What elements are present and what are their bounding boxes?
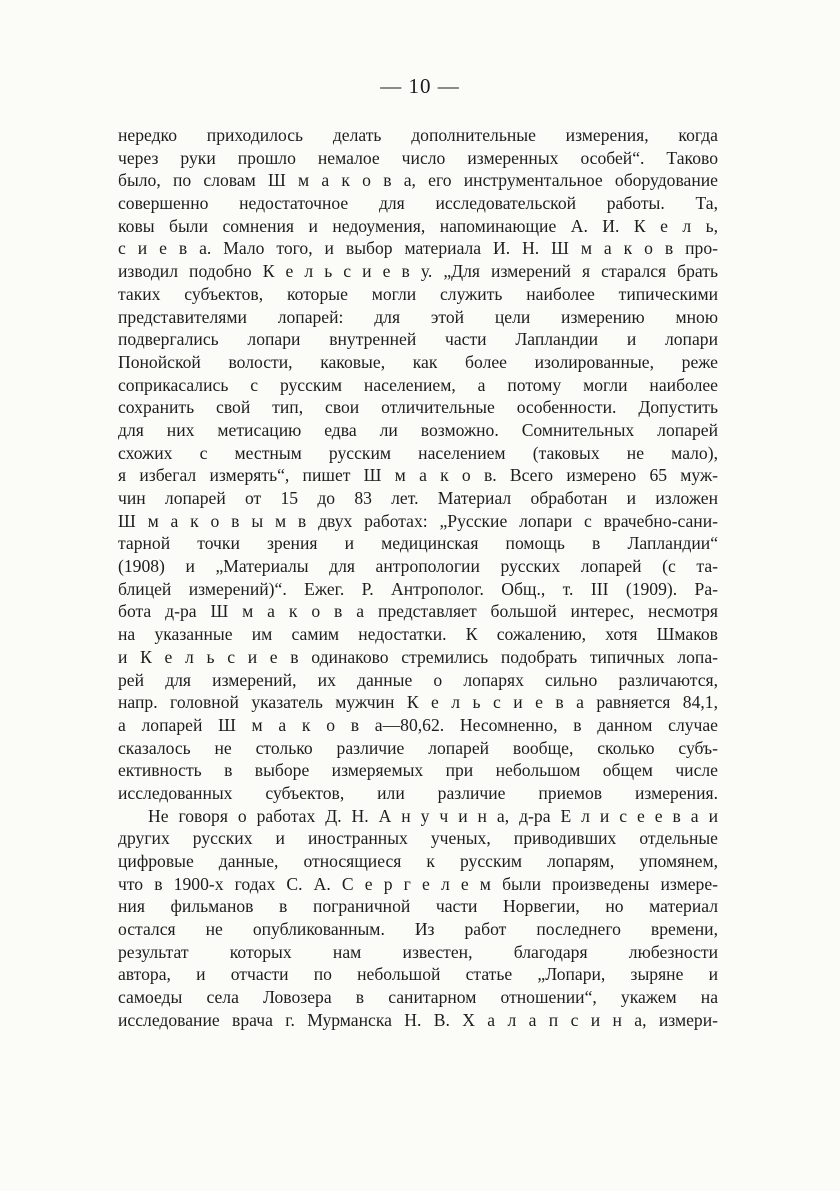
page-number: — 10 — xyxy=(380,74,460,98)
text-line: напр. головной указатель мужчин К е л ь с и е в а равняется 84,1, xyxy=(118,692,718,713)
text-line: ния фильманов в пограничной части Норвегии, но материал xyxy=(118,896,718,917)
paragraph-1 xyxy=(118,124,718,805)
text-line: подвергались лопари внутренней части Лапландии и лопари xyxy=(118,329,718,350)
body-text xyxy=(118,124,718,1032)
text-line: я избегал измерять“, пишет Ш м а к о в. Всего измерено 65 муж- xyxy=(118,465,718,486)
text-line: совершенно недостаточное для исследовательской работы. Та, xyxy=(118,193,718,214)
text-line: чин лопарей от 15 до 83 лет. Материал обработан и изложен xyxy=(118,488,718,508)
text-line: исследованных субъектов, или различие приемов измерения. xyxy=(118,782,718,803)
text-line: цифровые данные, относящиеся к русским лопарям, упомянем, xyxy=(118,851,718,871)
text-line: самоеды села Ловозера в санитарном отношении“, укажем на xyxy=(118,987,718,1008)
text-line: ективность в выборе измеряемых при небольшом общем числе xyxy=(118,760,718,781)
text-line: (1908) и „Материалы для антропологии русских лопарей (с та- xyxy=(118,556,718,577)
text-line: на указанные им самим недостатки. К сожалению, хотя Шмаков xyxy=(118,624,718,645)
text-line: схожих с местным русским населением (таковых не мало), xyxy=(118,442,718,463)
text-line: сохранить свой тип, свои отличительные особенности. Допустить xyxy=(118,397,718,418)
text-line: и К е л ь с и е в одинаково стремились подобрать типичных лопа- xyxy=(118,646,718,667)
text-line: автора, и отчасти по небольшой статье „Лопари, зыряне и xyxy=(118,964,718,985)
text-line: изводил подобно К е л ь с и е в у. „Для измерений я старался брать xyxy=(118,261,718,282)
text-line: с и е в а. Мало того, и выбор материала И. Н. Ш м а к о в про- xyxy=(118,238,718,259)
text-line: нередко приходилось делать дополнительные измерения, когда xyxy=(118,125,718,145)
text-line: таких субъектов, которые могли служить наиболее типическими xyxy=(118,283,718,304)
text-line: других русских и иностранных ученых, приводивших отдельные xyxy=(118,828,718,849)
text-line: исследование врача г. Мурманска Н. В. Х а л а п с и н а, измери- xyxy=(118,1009,718,1030)
text-line: рей для измерений, их данные о лопарях сильно различаются, xyxy=(118,669,718,690)
text-line: соприкасались с русским населением, а потому могли наиболее xyxy=(118,374,718,395)
text-line: Ш м а к о в ы м в двух работах: „Русские лопари с врачебно-сани- xyxy=(118,510,718,531)
text-line: ковы были сомнения и недоумения, напоминающие А. И. К е л ь, xyxy=(118,215,718,236)
text-line: а лопарей Ш м а к о в а—80,62. Несомненно, в данном случае xyxy=(118,714,718,735)
text-line: для них метисацию едва ли возможно. Сомнительных лопарей xyxy=(118,419,718,440)
text-line: что в 1900-х годах С. А. С е р г е л е м были произведены измере- xyxy=(118,873,718,894)
text-line: Не говоря о работах Д. Н. А н у ч и н а, д-ра Е л и с е е в а и xyxy=(148,805,718,826)
text-line: тарной точки зрения и медицинская помощь в Лапландии“ xyxy=(118,533,718,554)
text-line: было, по словам Ш м а к о в а, его инструментальное оборудование xyxy=(118,170,718,191)
text-line: остался не опубликованным. Из работ последнего времени, xyxy=(118,919,718,940)
text-line: представителями лопарей: для этой цели измерению мною xyxy=(118,306,718,327)
text-line: блицей измерений)“. Ежег. Р. Антрополог. Общ., т. III (1909). Ра- xyxy=(118,578,718,599)
text-line: бота д-ра Ш м а к о в а представляет большой интерес, несмотря xyxy=(118,601,718,622)
text-line: через руки прошло немалое число измеренных особей“. Таково xyxy=(118,147,718,168)
text-line: Понойской волости, каковые, как более изолированные, реже xyxy=(118,351,718,372)
text-line: сказалось не столько различие лопарей вообще, сколько субъ- xyxy=(118,737,718,758)
text-line: результат которых нам известен, благодаря любезности xyxy=(118,941,718,962)
paragraph-2 xyxy=(118,805,718,1032)
